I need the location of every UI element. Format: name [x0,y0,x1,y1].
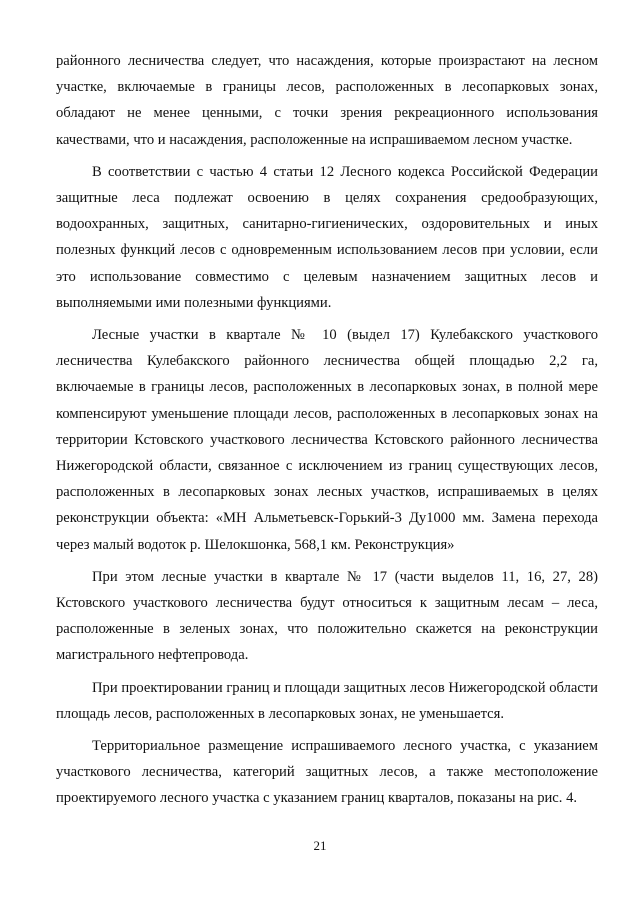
paragraph-territorial-placement: Территориальное размещение испрашиваемого лесного участка, с указанием участкового лесничества, категорий защитных лесов, а также местоположение проектируемого лесного участка с указанием границ кварталов, показаны на рис. 4. [56,738,598,807]
paragraph-kstovo-plots: При этом лесные участки в квартале № 17 (части выделов 11, 16, 27, 28) Кстовского участкового лесничества будут относиться к защитным лесам – леса, расположенные в зеленых зонах, что положительно скажется на реконструкции магистрального нефтепровода. [56,568,598,664]
paragraph-area-not-reduced: При проектировании границ и площади защитных лесов Нижегородской области площадь лесов, расположенных в лесопарковых зонах, не уменьшается. [56,679,598,722]
paragraph-forest-code: В соответствии с частью 4 статьи 12 Лесного кодекса Российской Федерации защитные леса подлежат освоению в целях сохранения средообразующих, водоохранных, защитных, санитарно-гигиенических, оздоровительных и иных полезных функций лесов с одновременным использованием лесов при условии, если это использование совместимо с целевым назначением защитных лесов и выполняемыми ими полезными функциями. [56,163,598,311]
page-number: 21 [313,838,327,853]
paragraph-kulebaki-plots: Лесные участки в квартале № 10 (выдел 17) Кулебакского участкового лесничества Кулебакского районного лесничества общей площадью 2,2 га, включаемые в границы лесов, расположенных в лесопарковых зонах, в полной мере компенсируют уменьшение площади лесов, расположенных в лесопарковых зонах на территории Кстовского участкового лесничества Кстовского районного лесничества Нижегородской области, связанное с исключением из границ существующих лесов, расположенных в лесопарковых зонах лесных участков, испрашиваемых в целях реконструкции объекта: «МН Альметьевск-Горький-3 Ду1000 мм. Замена перехода через малый водоток р. Шелокшонка, 568,1 км. Реконструкция» [56,327,598,553]
document-body [56,48,598,818]
paragraph-continuation: районного лесничества следует, что насаждения, которые произрастают на лесном участке, включаемые в границы лесов, расположенных в лесопарковых зонах, обладают не менее ценными, с точки зрения рекреационного использования качествами, что и насаждения, расположенные на испрашиваемом лесном участке. [56,53,598,148]
